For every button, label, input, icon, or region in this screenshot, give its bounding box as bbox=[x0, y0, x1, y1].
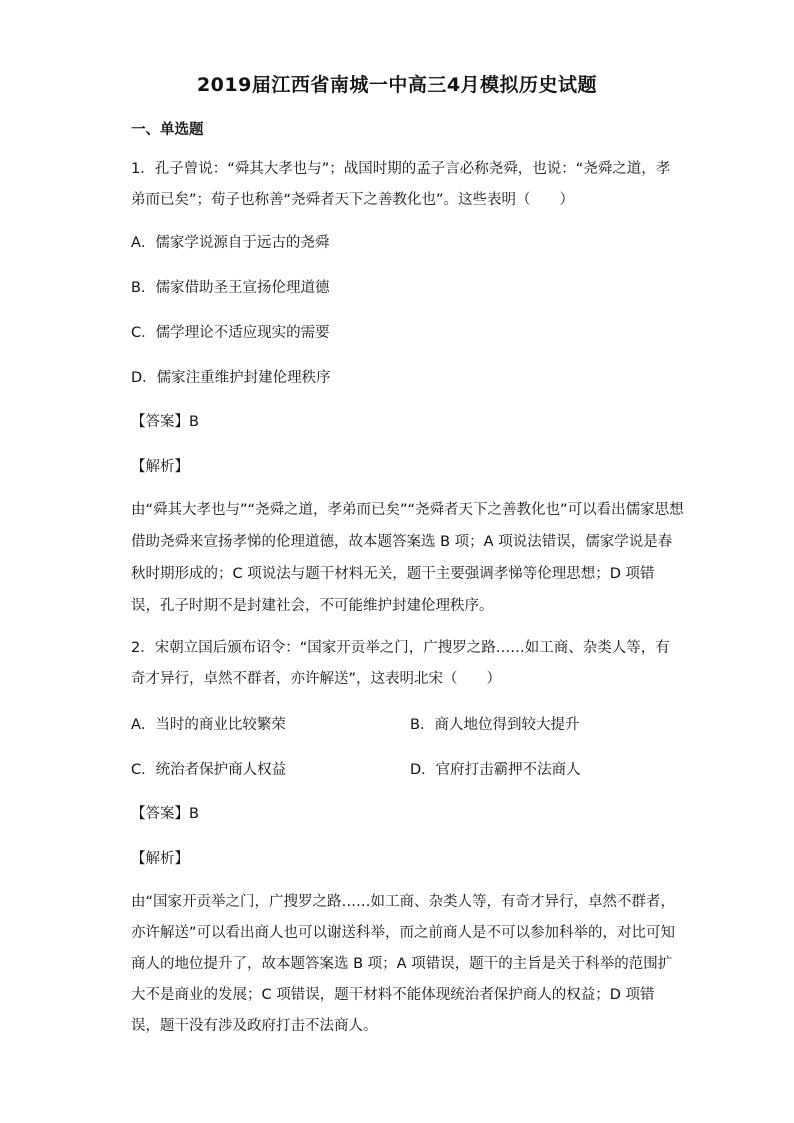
q1-option-d: D．儒家注重维护封建伦理秩序 bbox=[131, 370, 331, 386]
q2-option-d: D．官府打击霸押不法商人 bbox=[410, 762, 581, 778]
q2-option-c: C．统治者保护商人权益 bbox=[131, 762, 287, 778]
q2-option-b: B．商人地位得到较大提升 bbox=[410, 717, 580, 733]
document-title: 2019届江西省南城一中高三4月模拟历史试题 bbox=[196, 74, 598, 96]
q2-analysis-line-5: 误，题干没有涉及政府打击不法商人。 bbox=[131, 1018, 378, 1034]
q2-analysis-line-2: 亦许解送”可以看出商人也可以谢送科举，而之前商人是不可以参加科举的，对比可知 bbox=[131, 925, 676, 941]
q2-stem-line-2: 奇才异行，卓然不群者，亦许解送”，这表明北宋（ ） bbox=[131, 671, 502, 687]
q2-analysis-line-3: 商人的地位提升了，故本题答案选 B 项；A 项错误，题干的主旨是关于科举的范围扩 bbox=[131, 956, 673, 972]
section-heading: 一、单选题 bbox=[131, 122, 204, 138]
q1-analysis-line-4: 误，孔子时期不是封建社会，不可能维护封建伦理秩序。 bbox=[131, 598, 494, 614]
q1-stem-line-1: 1．孔子曾说：“舜其大孝也与”；战国时期的孟子言必称尧舜，也说：“尧舜之道，孝 bbox=[131, 161, 671, 177]
q2-stem-line-1: 2．宋朝立国后颁布诏令：“国家开贡举之门，广搜罗之路……如工商、杂类人等，有 bbox=[131, 640, 670, 656]
q1-analysis-line-1: 由“舜其大孝也与”“尧舜之道，孝弟而已矣”“尧舜者天下之善教化也”可以看出儒家思想 bbox=[131, 502, 684, 518]
q1-analysis-label: 【解析】 bbox=[131, 459, 189, 475]
q1-analysis-line-3: 秋时期形成的；C 项说法与题干材料无关，题干主要强调孝悌等伦理思想；D 项错 bbox=[131, 566, 655, 582]
q2-analysis-line-4: 大不是商业的发展；C 项错误，题干材料不能体现统治者保护商人的权益；D 项错 bbox=[131, 987, 655, 1003]
q1-option-a: A．儒家学说源自于远古的尧舜 bbox=[131, 235, 330, 251]
q1-analysis-line-2: 借助尧舜来宣扬孝悌的伦理道德，故本题答案选 B 项；A 项说法错误，儒家学说是春 bbox=[131, 534, 673, 550]
q2-option-a: A．当时的商业比较繁荣 bbox=[131, 717, 286, 733]
q2-analysis-label: 【解析】 bbox=[131, 851, 189, 867]
q2-analysis-line-1: 由“国家开贡举之门，广搜罗之路……如工商、杂类人等，有奇才异行，卓然不群者， bbox=[131, 894, 676, 910]
q1-option-b: B．儒家借助圣王宣扬伦理道德 bbox=[131, 280, 330, 296]
q1-answer: 【答案】B bbox=[131, 414, 199, 430]
q1-stem-line-2: 弟而已矣”；荀子也称善“尧舜者天下之善教化也”。这些表明（ ） bbox=[131, 192, 575, 208]
q1-option-c: C．儒学理论不适应现实的需要 bbox=[131, 325, 330, 341]
q2-answer: 【答案】B bbox=[131, 806, 199, 822]
